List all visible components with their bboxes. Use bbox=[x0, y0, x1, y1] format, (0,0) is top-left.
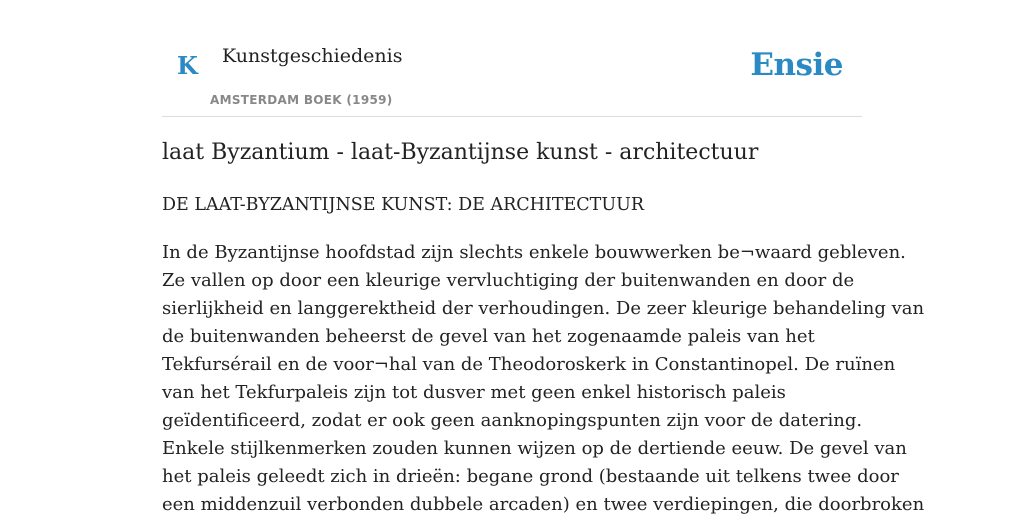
body-line: een middenzuil verbonden dubbele arcaden) en twee verdiepingen, die doorbroken bbox=[162, 494, 925, 515]
body-line: de buitenwanden beheerst de gevel van het zogenaamde paleis van het bbox=[162, 326, 815, 347]
article-page bbox=[162, 0, 925, 515]
book-initial-icon[interactable]: K bbox=[177, 51, 198, 80]
book-source: AMSTERDAM BOEK (1959) bbox=[210, 93, 393, 107]
article-header bbox=[162, 0, 862, 117]
book-title-link[interactable]: Kunstgeschiedenis bbox=[222, 45, 403, 67]
body-line: geïdentificeerd, zodat er ook geen aanknopingspunten zijn voor de datering. bbox=[162, 410, 863, 431]
ensie-logo[interactable]: Ensie bbox=[750, 47, 843, 83]
body-line: sierlijkheid en langgerektheid der verhoudingen. De zeer kleurige behandeling van bbox=[162, 298, 925, 319]
article-title: laat Byzantium - laat-Byzantijnse kunst - architectuur bbox=[162, 140, 759, 165]
section-heading: DE LAAT-BYZANTIJNSE KUNST: DE ARCHITECTUUR bbox=[162, 195, 645, 215]
body-line: Tekfursérail en de voor¬hal van de Theodoroskerk in Constantinopel. De ruïnen bbox=[162, 354, 896, 375]
body-line: In de Byzantijnse hoofdstad zijn slechts enkele bouwwerken be¬waard gebleven. bbox=[162, 242, 906, 263]
body-line: van het Tekfurpaleis zijn tot dusver met geen enkel historisch paleis bbox=[162, 382, 786, 403]
body-line: Enkele stijlkenmerken zouden kunnen wijzen op de dertiende eeuw. De gevel van bbox=[162, 438, 907, 459]
body-line: Ze vallen op door een kleurige vervluchtiging der buitenwanden en door de bbox=[162, 270, 855, 291]
body-line: het paleis geleedt zich in drieën: begane grond (bestaande uit telkens twee door bbox=[162, 466, 899, 487]
article-body bbox=[162, 239, 925, 519]
